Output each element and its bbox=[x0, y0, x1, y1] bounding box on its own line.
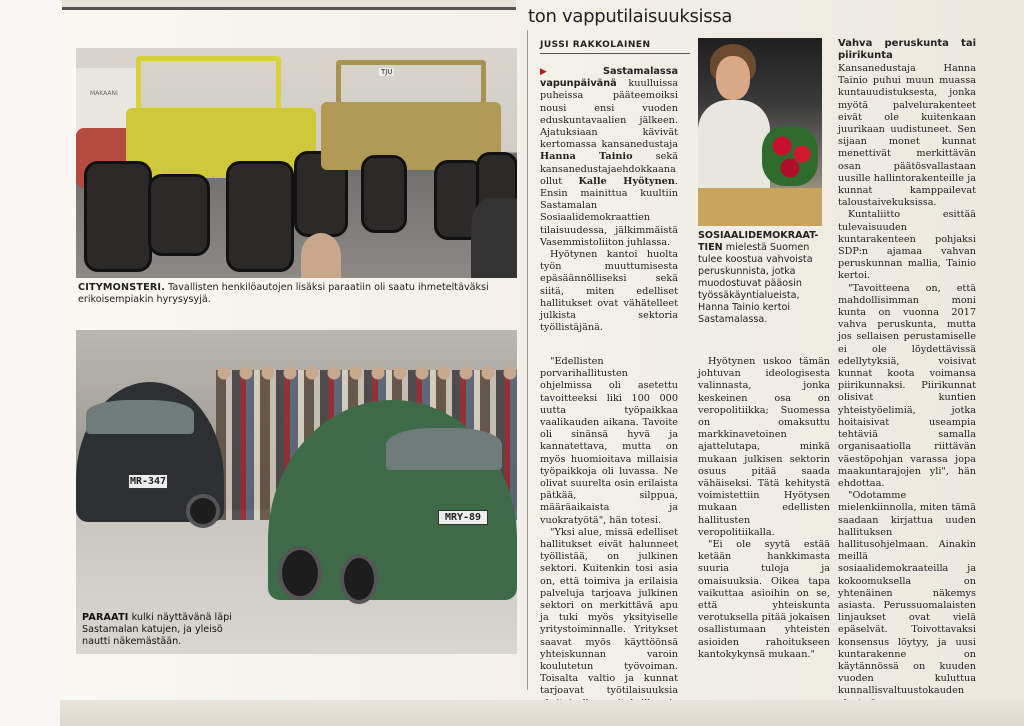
paragraph: "Yksi alue, missä edelliset hallitukset eivät halunneet työllistää, on julkinen sektori. Kuitenkin tosi asia on, että toimiva ja erilaisia palveluja tarjoava julkinen sektori on merkittävä apu ja tuki myös yksityiselle yritystoiminnalle. Yritykset saavat myös käyttöönsä yhteiskunnan varoin koulutetun työvoiman. Toisalta valtio ja kunnat tarjoavat työtilaisuuksia bbox=[540, 526, 678, 697]
top-rule bbox=[62, 0, 516, 10]
truck-wheel bbox=[361, 155, 407, 233]
photo2-caption: PARAATI kulki näyttävänä läpi Sastamalan katujen, ja yleisö nautti näkemästään. bbox=[82, 612, 232, 647]
paragraph: "Edellisten porvarihallitusten ohjelmissa oli asetettu tavoitteeksi liki 100 000 uutta työpaikkaa vaalikauden aikana. Tavoite oli sinänsä hyvä ja kannatettava, mutta on myös huomioitava millaisia työpaikkoja oli luvassa. Ne olivat suurelta osin erilaista pätkää, silppua, määräaikaista ja vuokratyötä", hän totesi. bbox=[540, 356, 678, 526]
paper-bottom-edge bbox=[60, 700, 1024, 726]
article-column-1 bbox=[540, 66, 678, 334]
black-car bbox=[76, 382, 224, 522]
paragraph: "Ei ole syytä estää ketään hankkimasta suuria tuloja ja omaisuuksia. Oikea tapa vaikuttaa asioihin on se, että yhteiskunta verotuksella pitää jokaisen osallistumaan yhteisten asioiden rahoitukseen kantokykynsä mukaan." bbox=[698, 539, 830, 660]
car-wheel bbox=[340, 554, 378, 604]
spectator-head bbox=[301, 233, 341, 278]
paper-margin bbox=[0, 0, 60, 726]
lead-paragraph: ▶Sastamalassa vapunpäivänä kuulluissa puheissa pääteemoiksi nousi ensi vuoden eduskuntavaalien jälkeen. Ajatuksiaan kävivät kertomassa kansanedustaja Hanna Tainio sekä kansanedustajaehdokkaana ollut Kalle Hyötynen. Ensin mainittua kuultiin Sastamalan Sosiaalidemokraattien tilaisuudessa, jälkimmäistä Vasemmistoliiton juhlassa. bbox=[540, 66, 678, 248]
car-plate: MR-347 bbox=[129, 476, 167, 487]
photo-speaker bbox=[698, 38, 822, 226]
photo3-caption: SOSIAALIDEMOKRAAT-TIEN mielestä Suomen tulee koostua vahvoista peruskunnista, jotka muodostuvat pääosin työssäkäyntialueista, Hanna Tainio kertoi Sastamalassa. bbox=[698, 230, 819, 325]
spectator bbox=[471, 198, 517, 278]
paragraph: "Odotamme mielenkiinnolla, miten tämä saadaan kirjattua uuden hallituksen hallitusohjelmaan. Ainakin meillä sosiaalidemokraateilla ja kokoomuksella on yhtenäinen näkemys asiasta. Perussuomalaisten linjaukset ovat vielä epäselvät. Toivottavaksi konsensus löytyy, ja uusi kuntarakenne on käytännössä on kuuden vuoden kuluttua kunnallisvaltuustokauden bbox=[838, 490, 976, 697]
car-wheel bbox=[186, 494, 220, 528]
article-column-2 bbox=[698, 356, 830, 661]
photo-parade bbox=[76, 330, 517, 654]
truck-cab bbox=[136, 56, 281, 111]
byline: JUSSI RAKKOLAINEN bbox=[540, 40, 690, 54]
truck-wheel bbox=[84, 161, 152, 272]
headline: ton vapputilaisuuksissa bbox=[528, 6, 733, 27]
photo-monster-trucks bbox=[76, 48, 517, 278]
paragraph: Kuntaliitto esittää tulevaisuuden kuntarakenteen pohjaksi SDP:n ajamaa vahvan peruskunnan mallia, Tainio kertoi. bbox=[838, 209, 976, 282]
crowd-heads bbox=[216, 364, 517, 382]
truck-plate: TJU bbox=[381, 68, 393, 76]
paragraph: Hyötynen kantoi huolta työn muuttumisesta epäsäännölliseksi sekä siitä, miten edelliset hallitukset ovat vähätelleet julkista sektoria työllistäjänä. bbox=[540, 249, 678, 334]
car-plate: MRY-89 bbox=[438, 510, 488, 525]
paragraph: Hyötynen uskoo tämän johtuvan ideologisesta valinnasta, jonka keskeinen osa on veropolitiikka; Suomessa on omaksuttu markkinavetoinen ajattelutapa, minkä mukaan julkisen sektorin osuus pitää saada vähäiseksi. Tätä kehitystä voimistettiin Hyötysen mukaan edellisten hallitusten veropolitiikalla. bbox=[698, 356, 830, 538]
podium bbox=[698, 188, 822, 226]
photo1-caption: CITYMONSTERI. Tavallisten henkilöautojen lisäksi paraatiin oli saatu ihmeteltäväksi erikoisempiakin hyrysysyjä. bbox=[78, 282, 489, 305]
truck-wheel bbox=[226, 161, 294, 272]
column-rule bbox=[527, 30, 528, 690]
car-wheel bbox=[278, 546, 322, 600]
shop-sign: MAKAANI bbox=[90, 90, 118, 97]
article-column-1-lower bbox=[540, 356, 678, 722]
paragraph: Kansanedustaja Hanna Tainio puhui muun muassa kuntauudistuksesta, jonka myötä palvelurakenteet eivät ole kuitenkaan juurikaan uudistuneet. Sen sijaan monet kunnat menettivät merkittävän osan päätösvallastaan uusille hallintorakenteille ja kunnat kamppailevat taloustaivekuksissa. bbox=[838, 63, 976, 209]
roses bbox=[762, 126, 818, 186]
subheading: Vahva peruskunta tai piirikunta bbox=[838, 38, 976, 61]
car-window bbox=[386, 428, 502, 470]
truck-wheel bbox=[148, 174, 210, 256]
paragraph: "Tavoitteena on, että mahdollisimman moni kunta on vuonna 2017 vahva peruskunta, mutta jos sellaisen perustamiselle ei ole löydettävissä edellytyksiä, voisivat kunnat koota voimansa piirikunnaksi. Piirikunnat olisivat kuntien yhteistyöelimiä, jotka hoitaisivat useampia tehtäviä samalla organisaatiolla riittävän väestöpohjan varassa jopa maakuntarajojen yli", hän ehdottaa. bbox=[838, 282, 976, 489]
article-column-3 bbox=[838, 38, 976, 710]
arrow-icon: ▶ bbox=[540, 67, 603, 77]
car-window bbox=[86, 400, 194, 434]
speaker-face bbox=[716, 56, 750, 100]
